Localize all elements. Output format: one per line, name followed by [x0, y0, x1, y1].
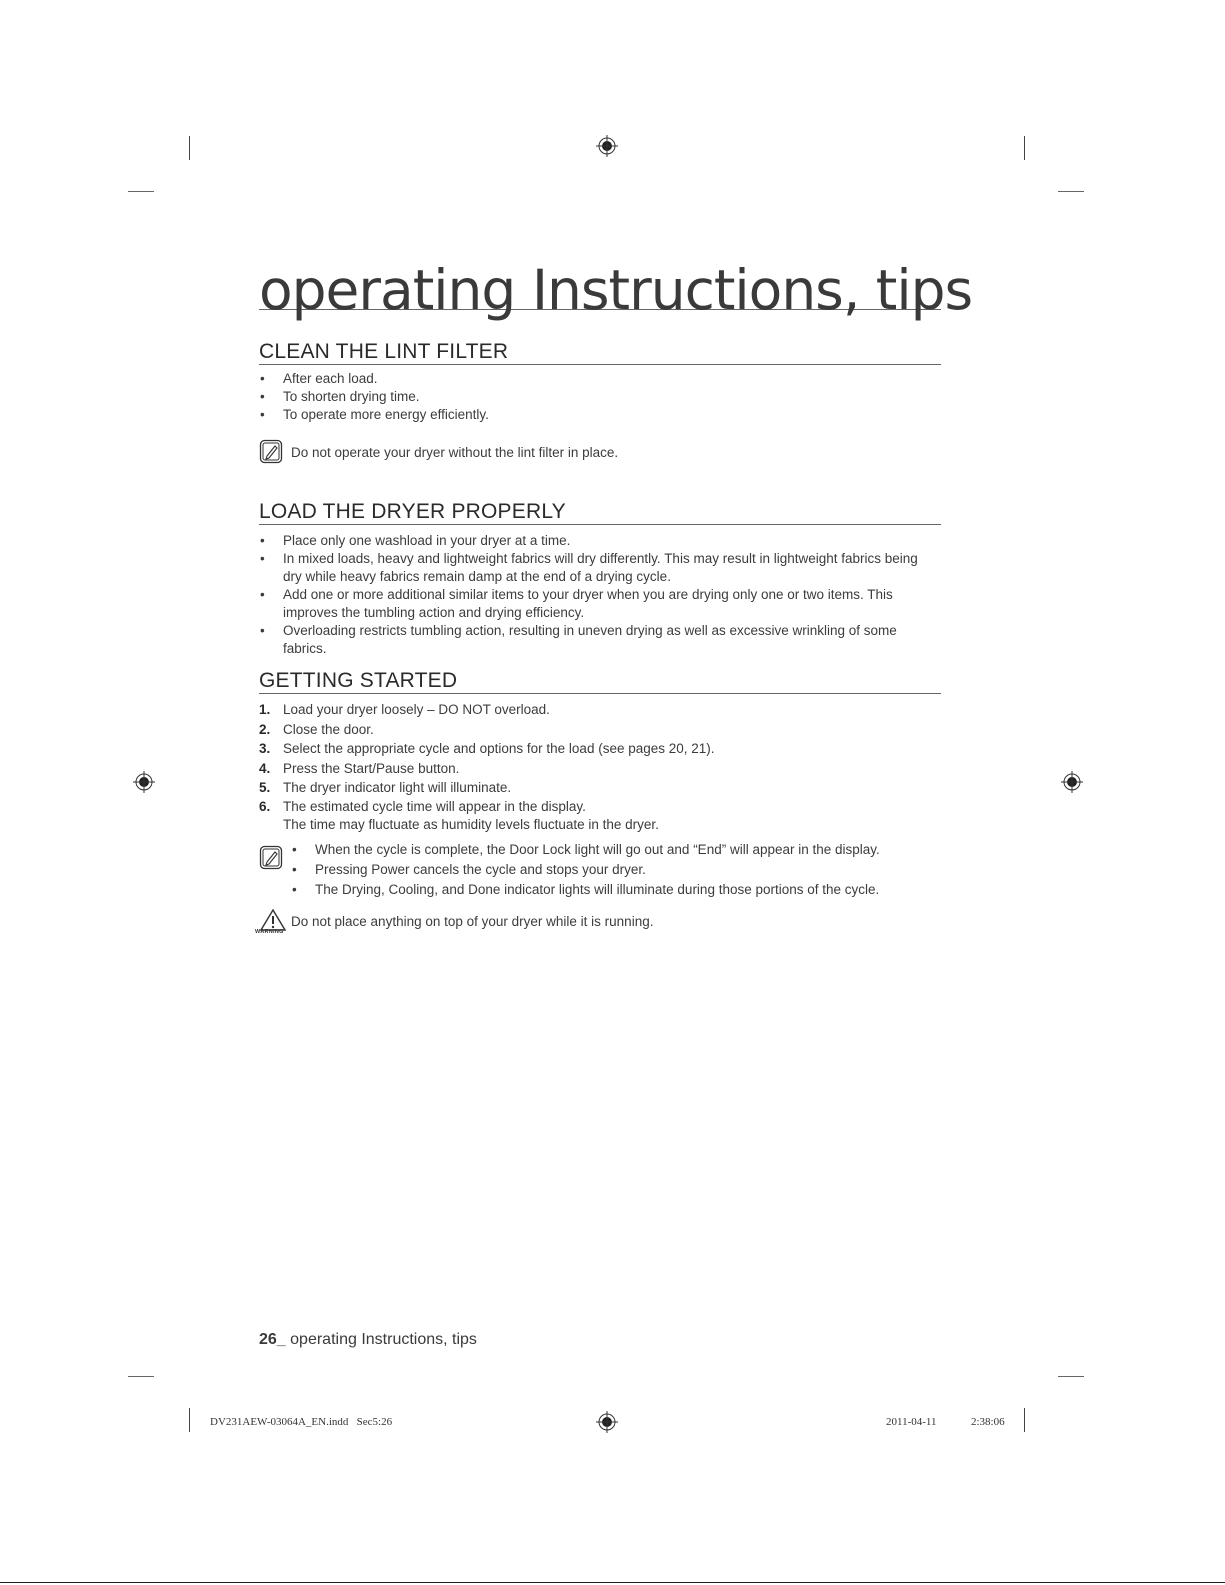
list-item: • Pressing Power cancels the cycle and stops your dryer.: [292, 862, 646, 877]
footer-title: operating Instructions, tips: [290, 1331, 477, 1348]
registration-mark-icon: [596, 135, 618, 157]
step-6-continuation: The time may fluctuate as humidity levels fluctuate in the dryer.: [283, 816, 659, 832]
page-title: operating Instructions, tips: [259, 255, 941, 310]
load-dryer-list: [259, 532, 939, 658]
getting-started-notes: [291, 840, 941, 900]
list-item: • In mixed loads, heavy and lightweight fabrics will dry differently. This may result in lightweight fabrics being dry while heavy fabrics remain damp at the end of a drying cycle.: [260, 551, 918, 584]
crop-mark-left-upper: [128, 191, 154, 192]
step-item: 3. Select the appropriate cycle and options for the load (see pages 20, 21).: [259, 741, 715, 756]
note-pencil-icon: [259, 845, 285, 871]
step-item: 4. Press the Start/Pause button.: [259, 760, 460, 776]
step-item: 1. Load your dryer loosely – DO NOT overload.: [259, 702, 550, 717]
page-footer: [259, 1331, 477, 1349]
slug-time: 2:38:06: [971, 1416, 1005, 1428]
list-item: • When the cycle is complete, the Door Lock light will go out and “End” will appear in the display.: [292, 842, 880, 857]
page-edge-line: [0, 1582, 1225, 1583]
getting-started-steps: [259, 700, 939, 834]
list-item: • Overloading restricts tumbling action, resulting in uneven drying as well as excessive wrinkling of some fabrics.: [260, 623, 897, 656]
warning-label: WARNING: [255, 929, 284, 935]
note-pencil-icon: [259, 439, 285, 465]
step-item: 6. The estimated cycle time will appear in the display. The time may fluctuate as humidity levels fluctuate in the dryer.: [259, 798, 659, 832]
registration-mark-icon: [596, 1411, 618, 1433]
section-heading-load-dryer: LOAD THE DRYER PROPERLY: [259, 499, 941, 525]
page-number: 26_: [259, 1331, 286, 1348]
crop-mark-right-lower: [1058, 1376, 1084, 1377]
list-item: • Place only one washload in your dryer at a time.: [260, 533, 571, 548]
crop-mark-right-upper: [1058, 191, 1084, 192]
list-item: • The Drying, Cooling, and Done indicator lights will illuminate during those portions of the cycle.: [292, 882, 880, 897]
lint-filter-note: Do not operate your dryer without the lint filter in place.: [291, 445, 619, 460]
lint-filter-list: [259, 370, 939, 424]
crop-mark-bottom-right: [1024, 1408, 1025, 1432]
crop-mark-top-left: [189, 136, 190, 160]
registration-mark-icon: [133, 771, 155, 793]
section-heading-getting-started: GETTING STARTED: [259, 668, 941, 694]
slug-date: 2011-04-11: [886, 1416, 937, 1428]
step-item: 2. Close the door.: [259, 721, 374, 737]
crop-mark-top-right: [1024, 136, 1025, 160]
warning-text: Do not place anything on top of your dryer while it is running.: [291, 914, 654, 929]
slug-filename: DV231AEW-03064A_EN.indd Sec5:26: [210, 1416, 393, 1428]
list-item: • Add one or more additional similar items to your dryer when you are drying only one or two items. This improves the tumbling action and drying efficiency.: [260, 587, 893, 620]
section-heading-lint-filter: CLEAN THE LINT FILTER: [259, 339, 941, 365]
warning-triangle-icon: [260, 909, 286, 931]
list-item: • After each load.: [260, 371, 378, 386]
list-item: • To operate more energy efficiently.: [260, 407, 489, 422]
crop-mark-left-lower: [128, 1376, 154, 1377]
list-item: • To shorten drying time.: [260, 389, 420, 404]
registration-mark-icon: [1061, 771, 1083, 793]
crop-mark-bottom-left: [189, 1408, 190, 1432]
step-item: 5. The dryer indicator light will illuminate.: [259, 780, 512, 795]
